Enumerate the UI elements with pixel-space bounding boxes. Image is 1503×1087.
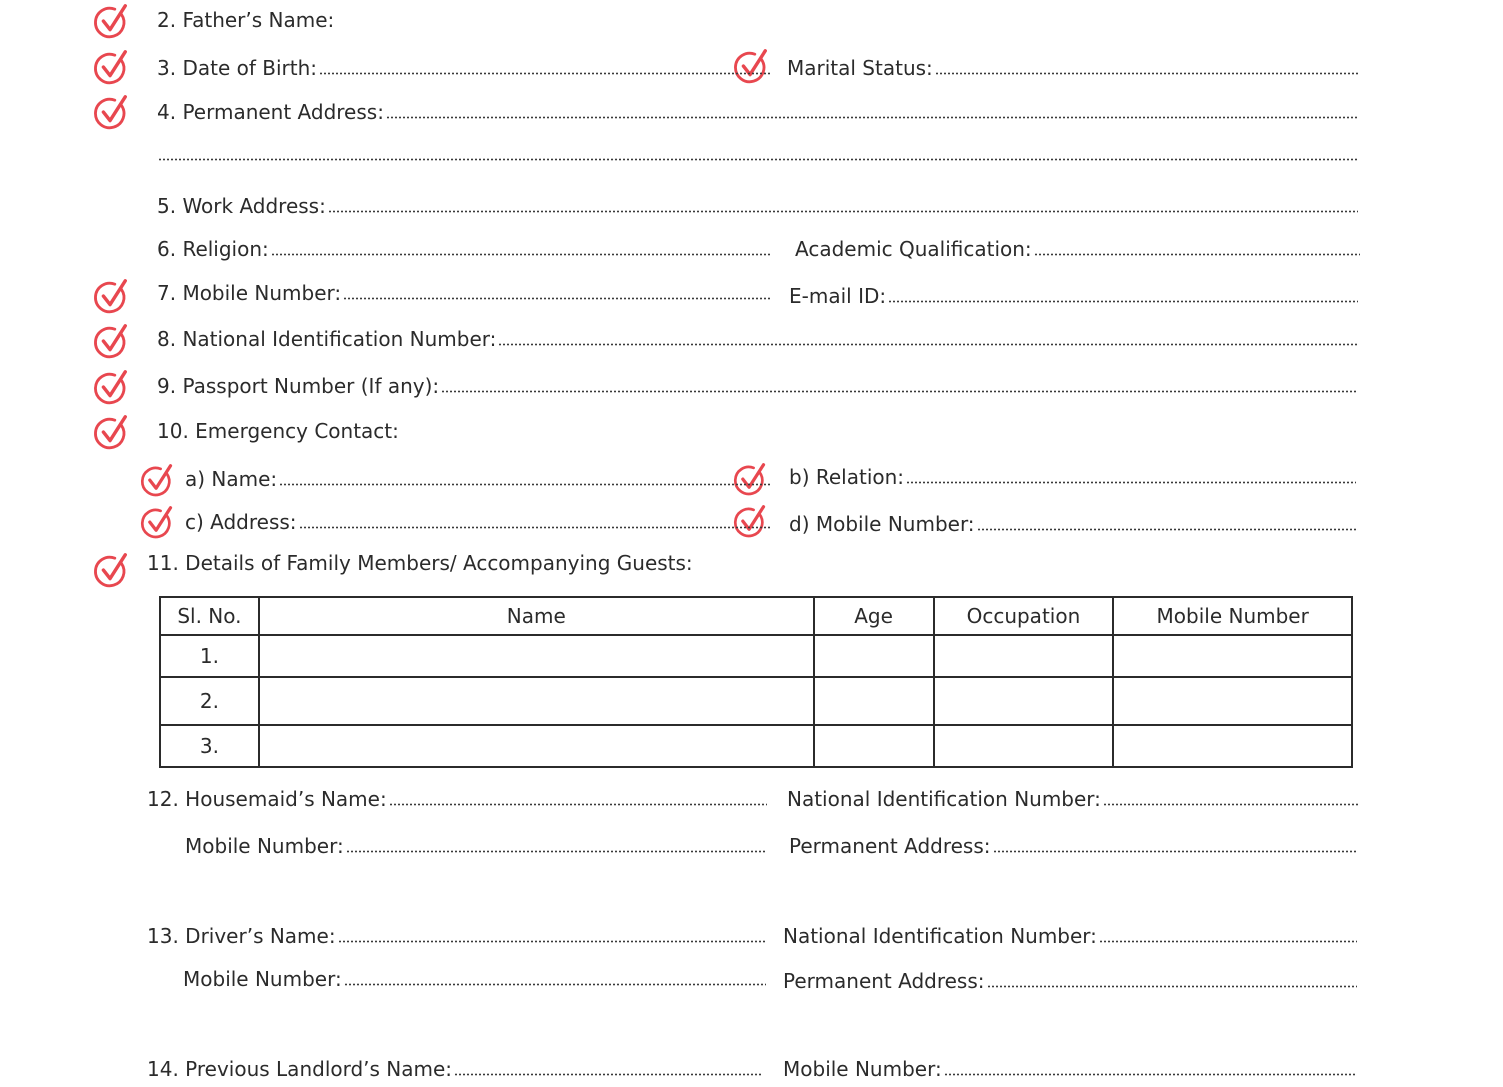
work-address-field[interactable] bbox=[157, 194, 1358, 224]
row-number: 1. bbox=[160, 635, 259, 677]
driver-name-label: 13. Driver’s Name: bbox=[147, 924, 336, 948]
religion-label: 6. Religion: bbox=[157, 237, 269, 261]
checkmark-icon bbox=[92, 94, 130, 132]
fill-line bbox=[944, 1072, 1357, 1076]
emergency-contact-label: 10. Emergency Contact: bbox=[157, 419, 399, 443]
age-cell[interactable] bbox=[814, 635, 934, 677]
fill-line bbox=[498, 342, 1357, 346]
checkmark-icon bbox=[92, 278, 130, 316]
passport-number-label: 9. Passport Number (If any): bbox=[157, 374, 440, 398]
fill-line bbox=[343, 296, 770, 300]
emergency-mobile-field[interactable] bbox=[789, 512, 1357, 542]
column-header-mobile-number: Mobile Number bbox=[1113, 597, 1352, 635]
checkmark-icon bbox=[92, 414, 130, 452]
emergency-relation-label: b) Relation: bbox=[789, 465, 905, 489]
permanent-address-continuation-line[interactable] bbox=[158, 158, 1358, 162]
age-cell[interactable] bbox=[814, 677, 934, 725]
fill-line bbox=[1103, 802, 1360, 806]
checkmark-icon bbox=[139, 505, 175, 541]
row-number: 2. bbox=[160, 677, 259, 725]
emergency-relation-field[interactable] bbox=[789, 465, 1356, 495]
passport-number-field[interactable] bbox=[157, 374, 1356, 404]
family-members-label: 11. Details of Family Members/ Accompanying Guests: bbox=[147, 551, 693, 575]
permanent-address-label: 4. Permanent Address: bbox=[157, 100, 384, 124]
national-id-label: 8. National Identification Number: bbox=[157, 327, 497, 351]
fill-line bbox=[319, 71, 770, 75]
checkmark-icon bbox=[92, 3, 130, 41]
row-number: 3. bbox=[160, 725, 259, 767]
table-row bbox=[160, 725, 1352, 767]
driver-mobile-label: Mobile Number: bbox=[183, 967, 342, 991]
checkmark-icon bbox=[92, 552, 130, 590]
fill-line bbox=[346, 849, 767, 853]
driver-address-label: Permanent Address: bbox=[783, 969, 985, 993]
housemaid-name-label: 12. Housemaid’s Name: bbox=[147, 787, 387, 811]
occupation-cell[interactable] bbox=[934, 677, 1114, 725]
driver-address-field[interactable] bbox=[783, 969, 1357, 999]
column-header-sl-no: Sl. No. bbox=[160, 597, 259, 635]
work-address-label: 5. Work Address: bbox=[157, 194, 326, 218]
age-cell[interactable] bbox=[814, 725, 934, 767]
fill-line bbox=[279, 482, 770, 486]
name-cell[interactable] bbox=[259, 635, 814, 677]
email-field[interactable] bbox=[789, 284, 1358, 314]
column-header-name: Name bbox=[259, 597, 814, 635]
academic-qualification-field[interactable] bbox=[795, 237, 1360, 267]
fill-line bbox=[454, 1072, 761, 1076]
housemaid-national-id-label: National Identification Number: bbox=[787, 787, 1101, 811]
checkmark-icon bbox=[92, 49, 130, 87]
mobile-cell[interactable] bbox=[1113, 725, 1352, 767]
emergency-address-label: c) Address: bbox=[185, 510, 297, 534]
emergency-address-field[interactable] bbox=[185, 510, 770, 540]
column-header-age: Age bbox=[814, 597, 934, 635]
fill-line bbox=[389, 802, 767, 806]
checkmark-icon bbox=[139, 463, 175, 499]
mobile-cell[interactable] bbox=[1113, 635, 1352, 677]
fill-line bbox=[344, 982, 766, 986]
driver-name-field[interactable] bbox=[147, 924, 767, 954]
mobile-cell[interactable] bbox=[1113, 677, 1352, 725]
column-header-occupation: Occupation bbox=[934, 597, 1114, 635]
checkmark-icon bbox=[92, 369, 130, 407]
fill-line bbox=[1099, 939, 1357, 943]
marital-status-label: Marital Status: bbox=[787, 56, 933, 80]
mobile-number-field[interactable] bbox=[157, 281, 770, 311]
housemaid-name-field[interactable] bbox=[147, 787, 767, 817]
housemaid-mobile-field[interactable] bbox=[185, 834, 767, 864]
fill-line bbox=[1034, 252, 1360, 256]
housemaid-mobile-label: Mobile Number: bbox=[185, 834, 344, 858]
fathers-name-label: 2. Father’s Name: bbox=[157, 8, 335, 32]
emergency-mobile-label: d) Mobile Number: bbox=[789, 512, 975, 536]
driver-national-id-field[interactable] bbox=[783, 924, 1357, 954]
date-of-birth-label: 3. Date of Birth: bbox=[157, 56, 317, 80]
date-of-birth-field[interactable] bbox=[157, 56, 770, 86]
permanent-address-field[interactable] bbox=[157, 100, 1358, 130]
fill-line bbox=[977, 527, 1357, 531]
table-row bbox=[160, 635, 1352, 677]
fill-line bbox=[441, 389, 1356, 393]
marital-status-field[interactable] bbox=[787, 56, 1358, 86]
fill-line bbox=[271, 252, 770, 256]
name-cell[interactable] bbox=[259, 677, 814, 725]
fill-line bbox=[386, 115, 1358, 119]
checkmark-icon bbox=[92, 323, 130, 361]
fill-line bbox=[888, 299, 1358, 303]
previous-landlord-name-label: 14. Previous Landlord’s Name: bbox=[147, 1057, 453, 1081]
religion-field[interactable] bbox=[157, 237, 770, 267]
previous-landlord-mobile-field[interactable] bbox=[783, 1057, 1357, 1087]
previous-landlord-name-field[interactable] bbox=[147, 1057, 761, 1087]
mobile-number-label: 7. Mobile Number: bbox=[157, 281, 342, 305]
occupation-cell[interactable] bbox=[934, 725, 1114, 767]
academic-qualification-label: Academic Qualification: bbox=[795, 237, 1032, 261]
fill-line bbox=[906, 480, 1356, 484]
table-row bbox=[160, 677, 1352, 725]
email-label: E-mail ID: bbox=[789, 284, 887, 308]
fill-line bbox=[328, 209, 1358, 213]
fill-line bbox=[338, 939, 767, 943]
fill-line bbox=[299, 525, 770, 529]
housemaid-address-field[interactable] bbox=[789, 834, 1358, 864]
housemaid-address-label: Permanent Address: bbox=[789, 834, 991, 858]
family-members-table bbox=[159, 596, 1353, 768]
emergency-name-label: a) Name: bbox=[185, 467, 278, 491]
previous-landlord-mobile-label: Mobile Number: bbox=[783, 1057, 942, 1081]
name-cell[interactable] bbox=[259, 725, 814, 767]
emergency-name-field[interactable] bbox=[185, 467, 770, 497]
fill-line bbox=[987, 984, 1357, 988]
driver-national-id-label: National Identification Number: bbox=[783, 924, 1097, 948]
occupation-cell[interactable] bbox=[934, 635, 1114, 677]
housemaid-national-id-field[interactable] bbox=[787, 787, 1360, 817]
national-id-field[interactable] bbox=[157, 327, 1357, 357]
driver-mobile-field[interactable] bbox=[183, 967, 766, 997]
fill-line bbox=[993, 849, 1358, 853]
fill-line bbox=[935, 71, 1358, 75]
